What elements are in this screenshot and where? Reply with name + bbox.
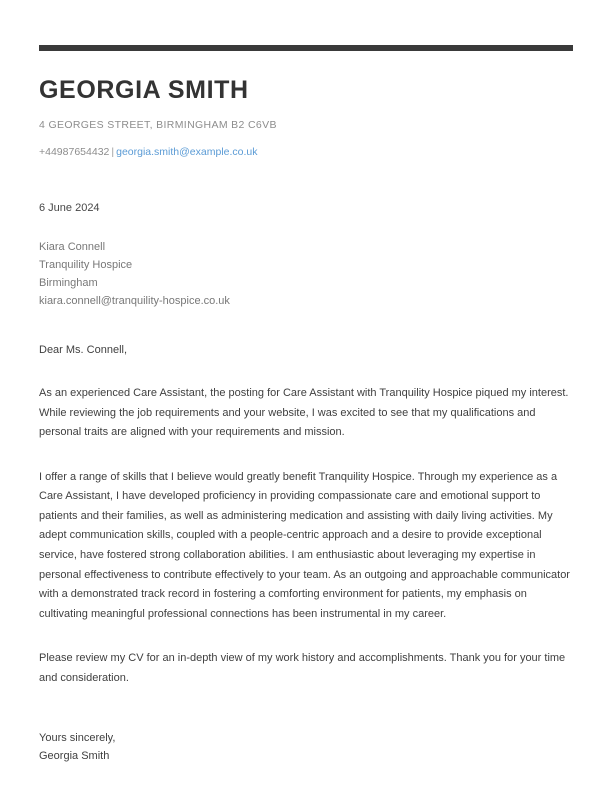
signoff-block	[39, 730, 573, 766]
sender-address: 4 GEORGES STREET, BIRMINGHAM B2 C6VB	[39, 118, 277, 131]
sender-email-link[interactable]: georgia.smith@example.co.uk	[116, 146, 258, 159]
sender-phone: +44987654432	[39, 146, 110, 159]
sender-contact	[39, 146, 573, 160]
body-paragraph-1: As an experienced Care Assistant, the posting for Care Assistant with Tranquility Hospice piqued my interest. While reviewing the job requirements and your website, I was excited to see that my qualifications and personal traits are aligned with your requirements and mission.	[39, 386, 569, 439]
recipient-email: kiara.connell@tranquility-hospice.co.uk	[39, 294, 230, 307]
signature-name: Georgia Smith	[39, 750, 110, 763]
recipient-organization: Tranquility Hospice	[39, 258, 133, 271]
recipient-block	[39, 239, 573, 310]
closing-line: Yours sincerely,	[39, 732, 116, 745]
salutation: Dear Ms. Connell,	[39, 344, 128, 357]
body-paragraph-2: I offer a range of skills that I believe would greatly benefit Tranquility Hospice. Through my experience as a Care Assistant, I have developed proficiency in providing compassionate care and emotional support to patients and their families, as well as administering medication and assisting with daily living activities. My adept communication skills, coupled with a people-centric approach and a desire to provide exceptional service, have fostered strong collaboration abilities. I am enthusiastic about leveraging my expertise in personal effectiveness to contribute effectively to your team. As an outgoing and approachable communicator with a demonstrated track record in fostering a comforting environment for patients, my emphasis on cultivating meaningful professional connections has been instrumental in my career.	[39, 470, 570, 620]
recipient-city: Birmingham	[39, 276, 98, 289]
contact-separator: |	[111, 146, 115, 159]
body-paragraph-3: Please review my CV for an in-depth view of my work history and accomplishments. Thank you for your time and consideration.	[39, 652, 566, 684]
recipient-name: Kiara Connell	[39, 241, 106, 254]
page-title: GEORGIA SMITH	[39, 76, 249, 104]
letter-content	[39, 0, 573, 766]
letter-date: 6 June 2024	[39, 201, 100, 214]
header-rule	[39, 45, 573, 51]
